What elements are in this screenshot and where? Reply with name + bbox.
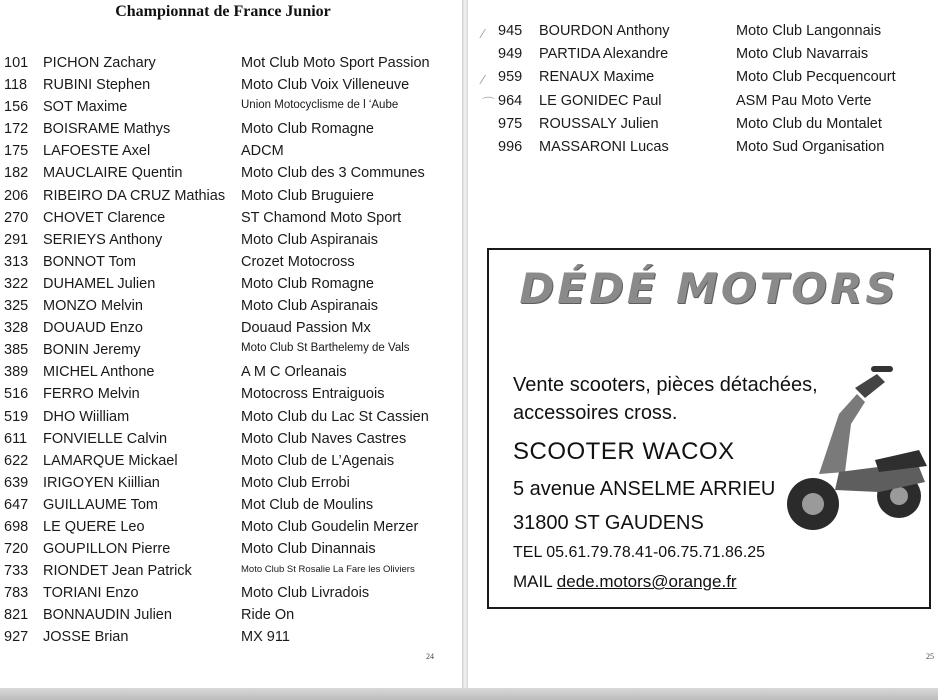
rider-club: ASM Pau Moto Verte [736,92,872,109]
rider-row [0,74,462,96]
rider-number: 156 [4,99,29,116]
rider-name: LAMARQUE Mickael [43,452,178,469]
rider-row [0,185,462,207]
rider-club: Moto Club des 3 Communes [241,165,425,182]
rider-number: 519 [4,408,29,425]
rider-club: A M C Orleanais [241,364,347,381]
rider-number: 821 [4,607,29,624]
ad-tagline-2: accessoires cross. [513,402,678,424]
rider-row [0,383,462,405]
rider-row [468,136,938,159]
rider-row [468,90,938,113]
ad-tagline: Vente scooters, pièces détachées, [513,374,818,396]
rider-club: Moto Club Pecquencourt [736,69,896,86]
rider-name: RUBINI Stephen [43,77,151,94]
rider-name: DHO Wiilliam [43,408,130,425]
rider-row [468,66,938,89]
ad-mail-line [513,572,737,592]
rider-club: Moto Club du Montalet [736,115,882,132]
rider-club: Moto Club Navarrais [736,46,869,63]
rider-club: ADCM [241,143,284,160]
rider-row [468,113,938,136]
rider-name: ROUSSALY Julien [539,115,659,132]
rider-row [0,162,462,184]
rider-name: RIBEIRO DA CRUZ Mathias [43,187,226,204]
rider-club: Moto Club Romagne [241,275,374,292]
rider-number: 270 [4,209,29,226]
scooter-image [779,354,931,544]
rider-club: Moto Sud Organisation [736,138,885,155]
rider-row [0,428,462,450]
rider-club: Moto Club St Rosalie La Fare les Oliviers [241,564,415,576]
rider-number: 996 [498,138,523,155]
ad-phone: TEL 05.61.79.78.41-06.75.71.86.25 [513,544,766,561]
rider-club: ST Chamond Moto Sport [241,209,402,226]
rider-number: 639 [4,474,29,491]
rider-list-left [0,52,462,649]
rider-name: BONIN Jeremy [43,342,141,359]
rider-name: FERRO Melvin [43,386,140,403]
rider-number: 975 [498,115,523,132]
rider-number: 325 [4,298,29,315]
rider-number: 945 [498,23,523,39]
scan-bottom-edge [0,688,938,700]
rider-name: SOT Maxime [43,99,128,116]
rider-club: Ride On [241,607,295,624]
rider-club: Moto Club St Barthelemy de Vals [241,342,410,355]
rider-club: Moto Club Aspiranais [241,298,379,315]
rider-name: FONVIELLE Calvin [43,430,168,447]
rider-row [0,140,462,162]
rider-club: Moto Club Livradois [241,585,370,602]
rider-number: 949 [498,46,523,63]
rider-number: 182 [4,165,29,182]
rider-name: GOUPILLON Pierre [43,541,171,558]
rider-number: 927 [4,629,29,646]
rider-club: Union Motocyclisme de l ‘Aube [241,99,399,112]
rider-number: 313 [4,253,29,270]
rider-club: Moto Club Aspiranais [241,231,379,248]
rider-row [0,317,462,339]
rider-name: LAFOESTE Axel [43,143,151,160]
rider-name: DOUAUD Enzo [43,320,143,337]
rider-name: PICHON Zachary [43,55,156,71]
rider-row [0,229,462,251]
rider-club: Moto Club Dinannais [241,541,376,558]
rider-number: 783 [4,585,29,602]
rider-name: BOISRAME Mathys [43,121,171,138]
rider-club: Moto Club Bruguiere [241,187,374,204]
rider-row [0,52,462,74]
rider-row [468,43,938,66]
rider-number: 322 [4,275,29,292]
left-page [0,0,462,688]
rider-row [0,604,462,626]
rider-name: CHOVET Clarence [43,209,166,226]
rider-row [0,450,462,472]
page-number-left: 24 [426,652,434,661]
rider-number: 516 [4,386,29,403]
rider-club: Moto Club de L’Agenais [241,452,395,469]
page-number-right: 25 [926,652,934,661]
rider-number: 720 [4,541,29,558]
rider-club: Moto Club Naves Castres [241,430,407,447]
rider-name: DUHAMEL Julien [43,275,156,292]
right-page [468,0,938,688]
rider-row [0,560,462,582]
rider-club: Mot Club Moto Sport Passion [241,55,430,71]
rider-name: BONNOT Tom [43,253,136,270]
rider-row [0,207,462,229]
rider-name: MASSARONI Lucas [539,138,669,155]
rider-name: PARTIDA Alexandre [539,46,669,63]
rider-row [0,251,462,273]
rider-club: Mot Club de Moulins [241,496,374,513]
rider-number: 385 [4,342,29,359]
rider-number: 622 [4,452,29,469]
rider-number: 964 [498,92,523,109]
pen-mark: ∕ [482,26,485,41]
rider-number: 172 [4,121,29,138]
rider-number: 328 [4,320,29,337]
rider-row [0,295,462,317]
rider-number: 101 [4,55,29,71]
ad-address: 5 avenue ANSELME ARRIEU [513,478,776,500]
ad-product: SCOOTER WACOX [513,438,735,465]
rider-name: LE GONIDEC Paul [539,92,662,109]
rider-name: SERIEYS Anthony [43,231,163,248]
rider-number: 291 [4,231,29,248]
rider-club: MX 911 [241,629,290,646]
rider-name: BOURDON Anthony [539,23,670,39]
rider-name: LE QUERE Leo [43,518,145,535]
advertisement [487,248,931,609]
ad-city: 31800 ST GAUDENS [513,512,704,534]
rider-row [0,96,462,118]
pen-mark: ∕ [482,72,485,88]
rider-number: 206 [4,187,29,204]
rider-row [0,406,462,428]
rider-row [0,118,462,140]
rider-club: Moto Club du Lac St Cassien [241,408,429,425]
rider-club: Moto Club Goudelin Merzer [241,518,419,535]
rider-row [0,273,462,295]
rider-club: Moto Club Errobi [241,474,350,491]
pen-mark: ⌒ [482,95,496,111]
rider-number: 389 [4,364,29,381]
rider-name: IRIGOYEN Kiillian [43,474,160,491]
rider-number: 647 [4,496,29,513]
rider-row [0,361,462,383]
rider-row [0,516,462,538]
rider-name: JOSSE Brian [43,629,129,646]
rider-name: BONNAUDIN Julien [43,607,172,624]
ad-mail-label: MAIL [513,572,553,591]
rider-list-right [468,20,938,159]
rider-row [0,494,462,516]
rider-row [0,582,462,604]
rider-name: GUILLAUME Tom [43,496,158,513]
rider-club: Crozet Motocross [241,253,355,270]
rider-name: MAUCLAIRE Quentin [43,165,183,182]
rider-number: 611 [4,430,28,447]
rider-club: Moto Club Voix Villeneuve [241,77,410,94]
rider-name: MONZO Melvin [43,298,143,315]
rider-name: TORIANI Enzo [43,585,139,602]
rider-number: 175 [4,143,29,160]
rider-club: Moto Club Langonnais [736,23,882,39]
ad-mail-link[interactable]: dede.motors@orange.fr [556,572,737,591]
rider-club: Douaud Passion Mx [241,320,371,337]
rider-name: MICHEL Anthone [43,364,155,381]
rider-row [468,20,938,43]
page-title: Championnat de France Junior [115,3,331,20]
rider-number: 698 [4,518,29,535]
rider-row [0,472,462,494]
rider-row [0,626,462,648]
rider-row [0,538,462,560]
rider-name: RENAUX Maxime [539,69,655,86]
ad-logo: DÉDÉ MOTORS [519,264,899,313]
rider-number: 959 [498,69,523,86]
rider-row [0,339,462,361]
rider-club: Moto Club Romagne [241,121,374,138]
rider-number: 118 [4,77,28,94]
rider-name: RIONDET Jean Patrick [43,563,192,580]
rider-club: Motocross Entraiguois [241,386,385,403]
rider-number: 733 [4,563,29,580]
